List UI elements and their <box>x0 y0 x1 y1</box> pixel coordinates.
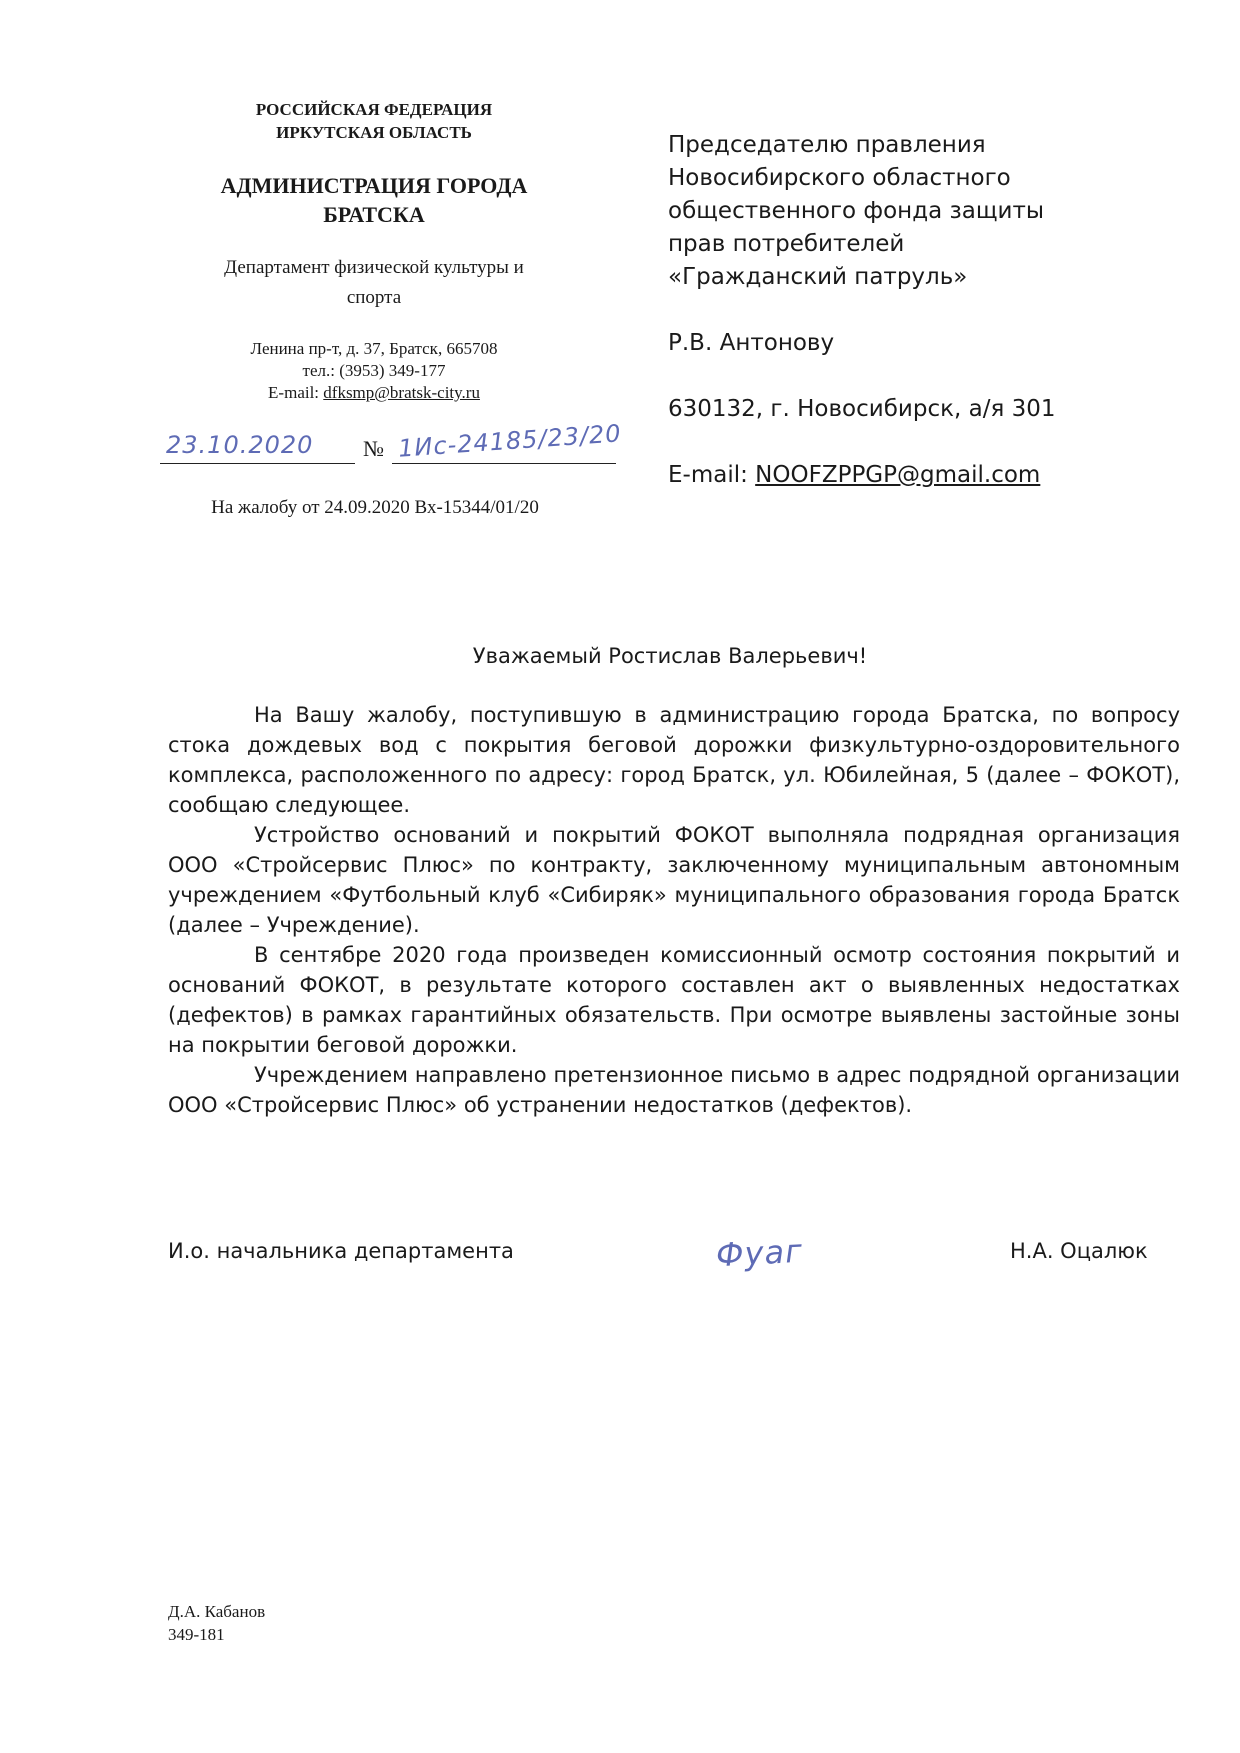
handwritten-date: 23.10.2020 <box>166 431 314 459</box>
body-paragraph: Учреждением направлено претензионное письмо в адрес подрядной организации ООО «Стройсервис Плюс» об устранении недостатков (дефектов). <box>168 1063 1180 1117</box>
sender-address: Ленина пр-т, д. 37, Братск, 665708 <box>250 339 498 358</box>
letter-body <box>168 700 1180 1120</box>
number-field <box>392 419 623 464</box>
signatory-position: И.о. начальника департамента <box>168 1239 514 1263</box>
region-heading: ИРКУТСКАЯ ОБЛАСТЬ <box>276 123 472 142</box>
recipient-postal: 630132, г. Новосибирск, а/я 301 <box>668 396 1056 422</box>
reference-line: На жалобу от 24.09.2020 Вх-15344/01/20 <box>211 497 539 518</box>
department-line1: Департамент физической культуры и <box>224 257 524 278</box>
recipient-email-link[interactable]: NOOFZPPGP@gmail.com <box>755 462 1041 488</box>
executor-name: Д.А. Кабанов <box>168 1602 266 1621</box>
number-sign: № <box>363 436 384 461</box>
signatory-name: Н.А. Оцалюк <box>1010 1239 1148 1263</box>
recipient-email-label: E-mail: <box>668 462 756 488</box>
sender-phone: тел.: (3953) 349-177 <box>302 361 446 380</box>
recipient-line: Новосибирского областного <box>668 165 1011 191</box>
recipient-line: «Гражданский патруль» <box>668 264 968 290</box>
recipient-line: прав потребителей <box>668 231 905 257</box>
handwritten-number: 1Ис-24185/23/20 <box>397 419 623 463</box>
body-paragraph: В сентябре 2020 года произведен комиссионный осмотр состояния покрытий и оснований ФОКОТ, в результате которого составлен акт о выявленных недостатках (дефектов) в рамках гарантийных обязательств. При осмотре выявлены застойные зоны на покрытии беговой дорожки. <box>168 943 1180 1057</box>
handwritten-signature: Фуаг <box>715 1231 804 1275</box>
country-heading: РОССИЙСКАЯ ФЕДЕРАЦИЯ <box>255 100 493 119</box>
org-name-line1: АДМИНИСТРАЦИЯ ГОРОДА <box>220 173 528 198</box>
body-paragraph: На Вашу жалобу, поступившую в администрацию города Братска, по вопросу стока дождевых вод с покрытия беговой дорожки физкультурно-оздоровительного комплекса, расположенного по адресу: город Братск, ул. Юбилейная, 5 (далее – ФОКОТ), сообщаю следующее. <box>168 703 1180 817</box>
recipient-line: Председателю правления <box>668 132 986 158</box>
sender-email-label: E-mail: <box>268 383 324 402</box>
recipient-line: общественного фонда защиты <box>668 198 1045 224</box>
department-line2: спорта <box>346 287 402 308</box>
org-name-line2: БРАТСКА <box>323 202 425 227</box>
sender-email-link[interactable]: dfksmp@bratsk-city.ru <box>323 383 480 402</box>
body-paragraph: Устройство оснований и покрытий ФОКОТ выполняла подрядная организация ООО «Стройсервис Плюс» по контракту, заключенному муниципальным автономным учреждением «Футбольный клуб «Сибиряк» муниципального образования города Братск (далее – Учреждение). <box>168 823 1180 937</box>
sender-email-line <box>174 382 574 403</box>
executor-phone: 349-181 <box>168 1625 225 1644</box>
salutation: Уважаемый Ростислав Валерьевич! <box>472 644 868 668</box>
date-field <box>160 433 355 464</box>
recipient-email-line <box>668 459 1040 492</box>
recipient-name: Р.В. Антонову <box>668 330 835 356</box>
recipient-address-block <box>668 129 1208 294</box>
